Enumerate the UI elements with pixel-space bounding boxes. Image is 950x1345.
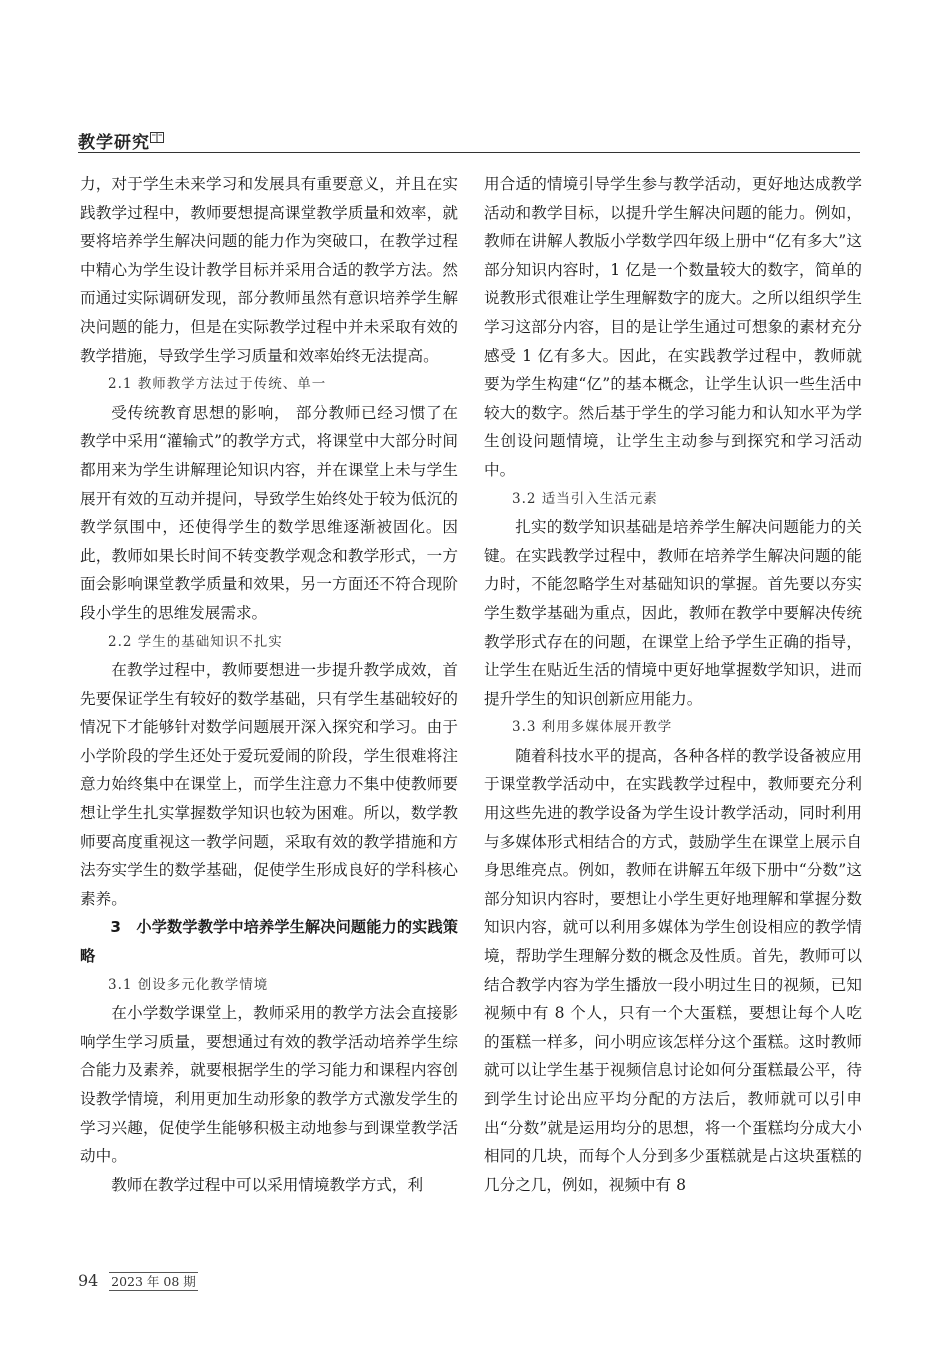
page-footer: [78, 1271, 198, 1290]
paragraph: 在小学数学课堂上，教师采用的教学方法会直接影响学生学习质量，要想通过有效的教学活动培养学生综合能力及素养，就要根据学生的学习能力和课程内容创设教学情境，利用更加生动形象的教学方式激发学生的学习兴趣，促使学生能够积极主动地参与到课堂教学活动中。: [80, 1004, 458, 1166]
paragraph: 在教学过程中，教师要想进一步提升教学成效，首先要保证学生有较好的数学基础，只有学生基础较好的情况下才能够针对数学问题展开深入探究和学习。由于小学阶段的学生还处于爱玩爱闹的阶段，学生很难将注意力始终集中在课堂上，而学生注意力不集中使教师要想让学生扎实掌握数学知识也较为困难。所以，数学教师要高度重视这一教学问题，采取有效的教学措施和方法夯实学生的数学基础，促使学生形成良好的学科核心素养。: [80, 661, 458, 908]
paragraph: 用合适的情境引导学生参与教学活动，更好地达成教学活动和教学目标，以提升学生解决问题的能力。例如，教师在讲解人教版小学数学四年级上册中“亿有多大”这部分知识内容时，1 亿是一个数量较大的数字，简单的说教形式很难让学生理解数字的庞大。之所以组织学生学习这部分内容，目的是让学生通过可想象的素材充分感受 1 亿有多大。因此，在实践教学过程中，教师就要为学生构建“亿”的基本概念，让学生认识一些生活中较大的数字。然后基于学生的学习能力和认知水平为学生创设问题情境，让学生主动参与到探究和学习活动中。: [484, 175, 862, 479]
running-header: [78, 128, 860, 153]
paragraph: 教师在教学过程中可以采用情境教学方式，利: [111, 1175, 424, 1194]
subsection-heading: 3.3 利用多媒体展开教学: [512, 719, 673, 736]
paragraph: 受传统教育思想的影响， 部分教师已经习惯了在教学中采用“灌输式”的教学方式，将课堂中大部分时间都用来为学生讲解理论知识内容，并在课堂上未与学生展开有效的互动并提问，导致学生始终处于较为低沉的教学氛围中，还使得学生的数学思维逐渐被固化。因此，教师如果长时间不转变教学观念和教学形式，一方面会影响课堂教学质量和效果，另一方面还不符合现阶段小学生的思维发展需求。: [80, 403, 458, 622]
paragraph: 扎实的数学知识基础是培养学生解决问题能力的关键。在实践教学过程中，教师在培养学生解决问题的能力时，不能忽略学生对基础知识的掌握。首先要以夯实学生数学基础为重点，因此，教师在教学中要解决传统教学形式存在的问题，在课堂上给予学生正确的指导，让学生在贴近生活的情境中更好地掌握数学知识，进而提升学生的知识创新应用能力。: [484, 518, 862, 708]
section-title: 教学研究: [78, 133, 150, 153]
section-heading: 3 小学数学教学中培养学生解决问题能力的实践策略: [80, 918, 458, 966]
subsection-heading: 2.1 教师教学方法过于传统、单一: [108, 376, 327, 393]
subsection-heading: 2.2 学生的基础知识不扎实: [108, 633, 283, 650]
paragraph: 随着科技水平的提高，各种各样的教学设备被应用于课堂教学活动中，在实践教学过程中，教师要充分利用这些先进的教学设备为学生设计教学活动，同时利用与多媒体形式相结合的方式，鼓励学生在课堂上展示自身思维亮点。例如，教师在讲解五年级下册中“分数”这部分知识内容时，要想让小学生更好地理解和掌握分数知识内容，就可以利用多媒体为学生创设相应的教学情境，帮助学生理解分数的概念及性质。首先，教师可以结合教学内容为学生播放一段小明过生日的视频，已知视频中有 8 个人，只有一个大蛋糕，要想让每个人吃的蛋糕一样多，问小明应该怎样分这个蛋糕。这时教师就可以让学生基于视频信息讨论如何分蛋糕最公平，待到学生讨论出应平均分配的方法后，教师就可以引申出“分数”就是运用均分的思想，将一个蛋糕均分成大小相同的几块，而每个人分到多少蛋糕就是占这块蛋糕的几分之几，例如，视频中有 8: [484, 746, 862, 1194]
issue-label: 2023 年 08 期: [111, 1274, 196, 1289]
subsection-heading: 3.1 创设多元化教学情境: [108, 976, 269, 993]
book-icon: [150, 132, 164, 143]
left-column: [80, 170, 458, 1199]
paragraph: 力，对于学生未来学习和发展具有重要意义，并且在实践教学过程中，教师要想提高课堂教学质量和效率，就要将培养学生解决问题的能力作为突破口，在教学过程中精心为学生设计教学目标并采用合适的教学方法。然而通过实际调研发现，部分教师虽然有意识培养学生解决问题的能力，但是在实际教学过程中并未采取有效的教学措施，导致学生学习质量和效率始终无法提高。: [80, 175, 458, 365]
subsection-heading: 3.2 适当引入生活元素: [512, 490, 658, 507]
right-column: [484, 170, 862, 1199]
page-number: 94: [78, 1271, 99, 1290]
